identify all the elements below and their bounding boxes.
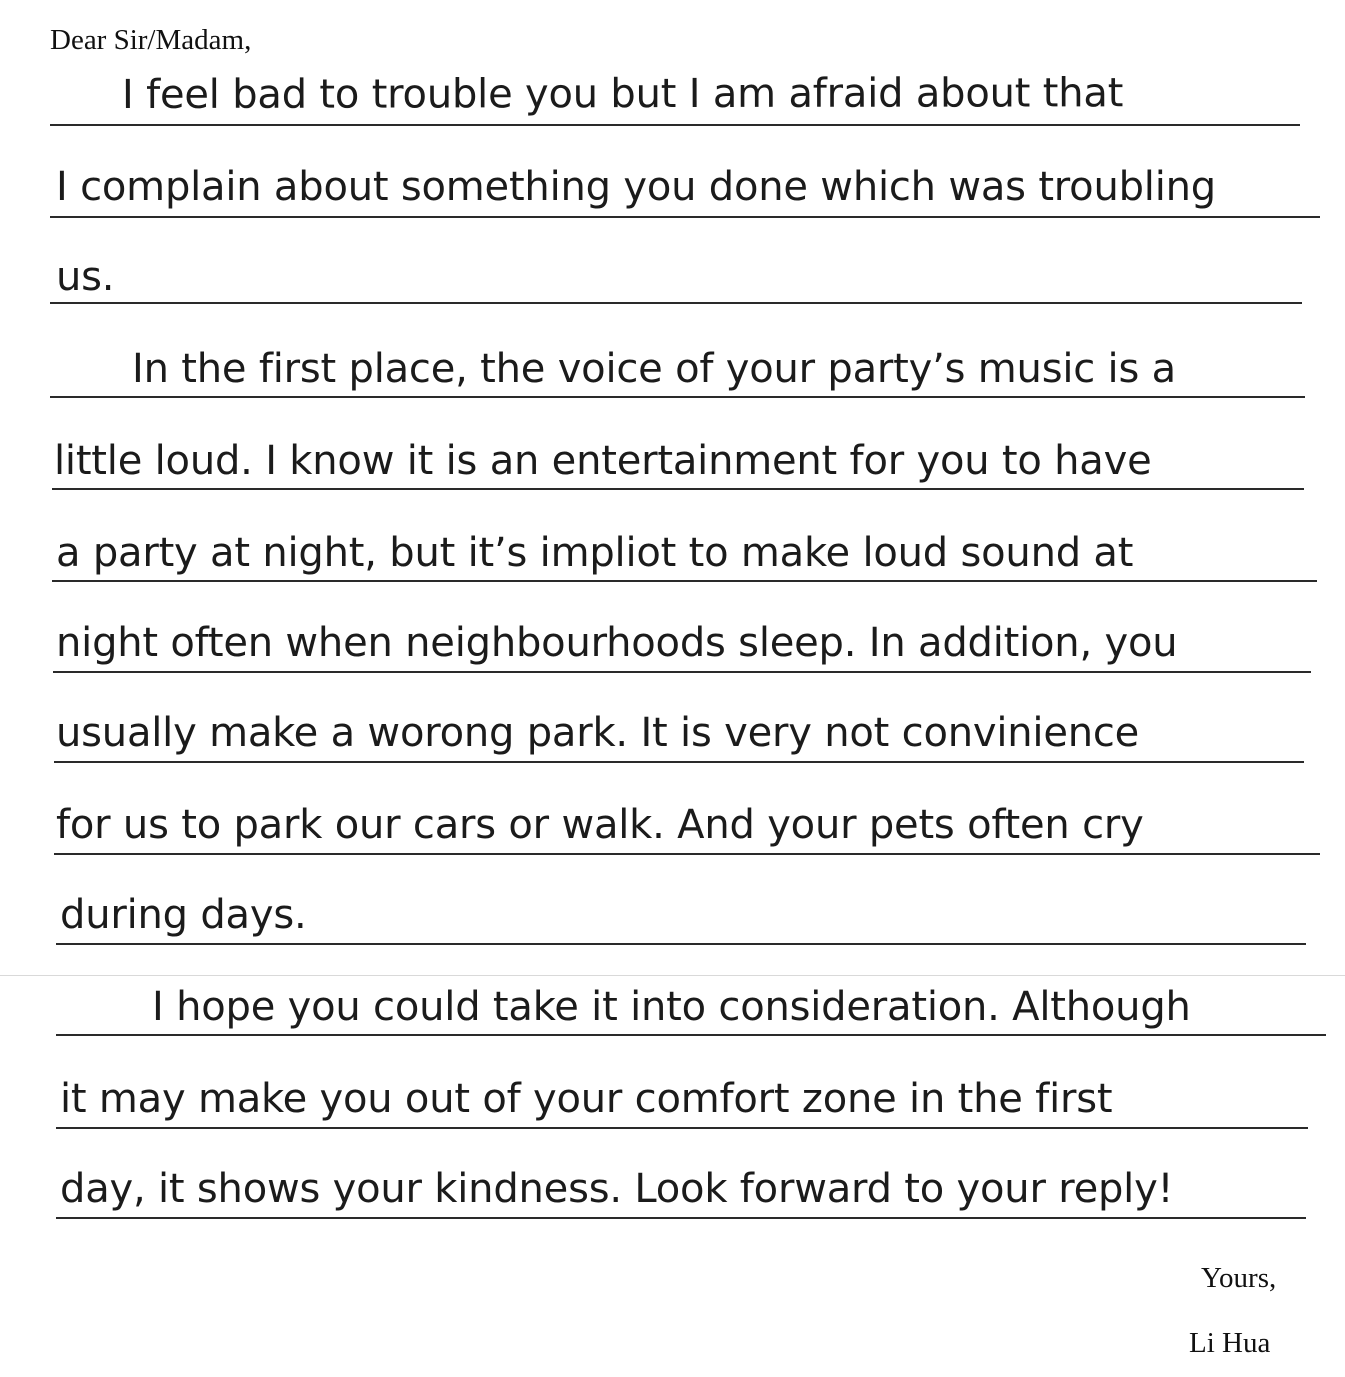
handwritten-line: during days. bbox=[60, 892, 307, 938]
ruled-line bbox=[56, 1034, 1326, 1036]
handwritten-line: I complain about something you done which was troubling bbox=[56, 164, 1216, 210]
ruled-line bbox=[52, 580, 1317, 582]
ruled-line bbox=[56, 1127, 1308, 1129]
handwritten-line: us. bbox=[56, 254, 115, 300]
handwritten-line: for us to park our cars or walk. And your pets often cry bbox=[56, 802, 1144, 848]
handwritten-line: a party at night, but it’s impliot to make loud sound at bbox=[56, 530, 1134, 576]
handwritten-line: I hope you could take it into consideration. Although bbox=[152, 984, 1191, 1030]
ruled-line bbox=[53, 671, 1311, 673]
handwritten-line: little loud. I know it is an entertainment for you to have bbox=[54, 438, 1152, 484]
ruled-line bbox=[50, 216, 1320, 218]
ruled-line bbox=[50, 302, 1302, 304]
signature: Li Hua bbox=[1189, 1327, 1271, 1359]
ruled-line bbox=[54, 853, 1320, 855]
ruled-line bbox=[50, 396, 1305, 398]
handwritten-line: In the first place, the voice of your party’s music is a bbox=[132, 346, 1176, 392]
ruled-line bbox=[50, 124, 1300, 126]
salutation: Dear Sir/Madam, bbox=[50, 24, 252, 56]
page-fold-line bbox=[0, 975, 1345, 976]
handwritten-line: usually make a worong park. It is very not convinience bbox=[56, 710, 1140, 756]
handwritten-line: it may make you out of your comfort zone in the first bbox=[60, 1076, 1113, 1122]
handwritten-line: night often when neighbourhoods sleep. In addition, you bbox=[56, 620, 1178, 666]
ruled-line bbox=[56, 1217, 1306, 1219]
ruled-line bbox=[52, 488, 1304, 490]
closing: Yours, bbox=[1201, 1262, 1277, 1294]
handwritten-line: day, it shows your kindness. Look forward to your reply! bbox=[60, 1166, 1174, 1212]
ruled-line bbox=[54, 761, 1304, 763]
handwritten-line: I feel bad to trouble you but I am afraid about that bbox=[121, 70, 1124, 118]
ruled-line bbox=[56, 943, 1306, 945]
